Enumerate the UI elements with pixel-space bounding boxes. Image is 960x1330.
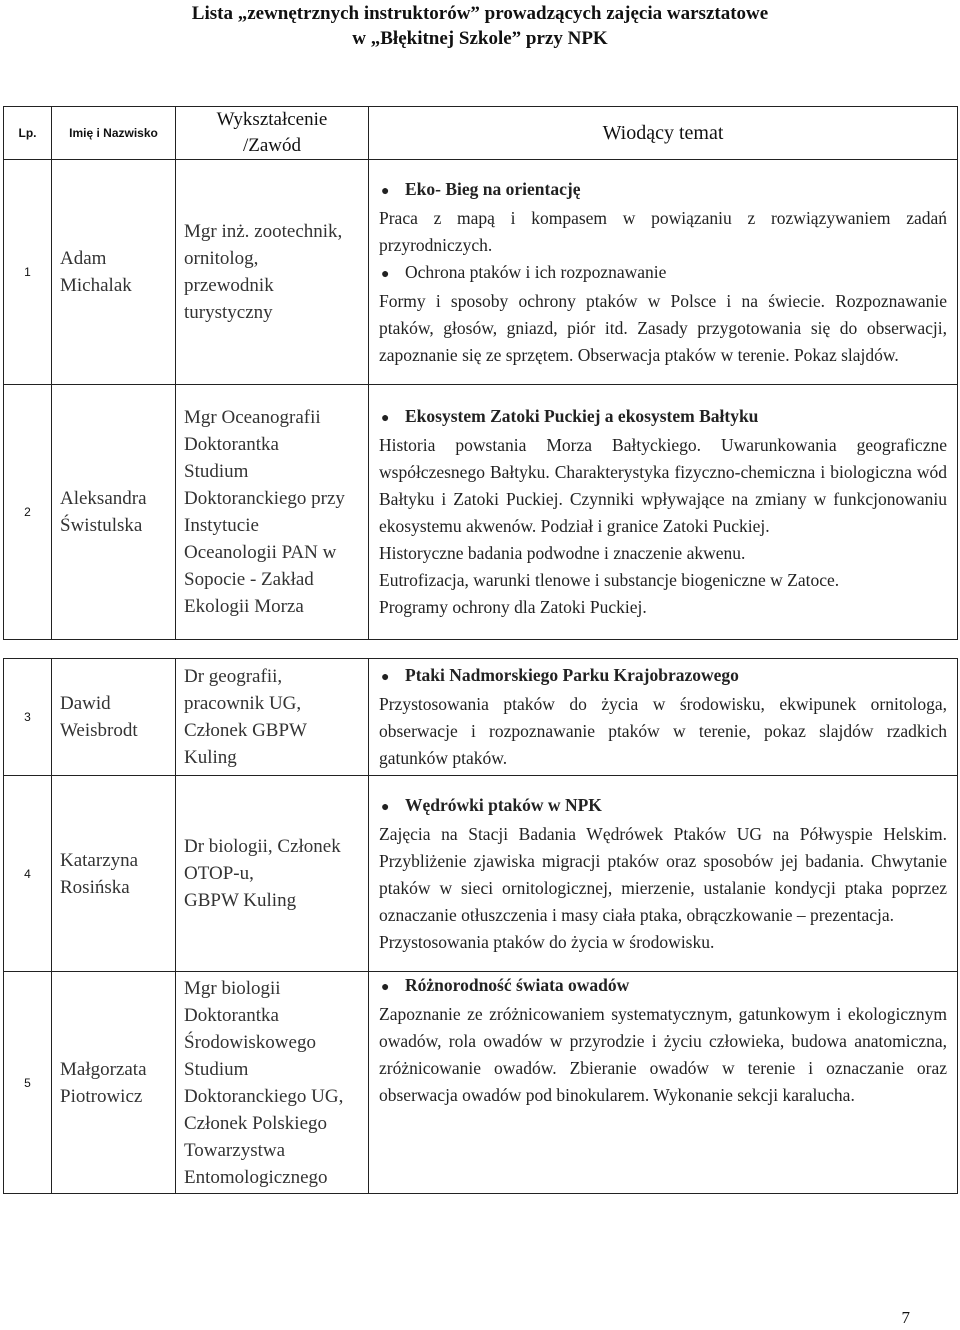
topic-title: Wędrówki ptaków w NPK (405, 794, 602, 815)
topic-text: Zajęcia na Stacji Badania Wędrówek Ptaków UG na Półwyspie Helskim. Przybliżenie zjawiska migracji ptaków oraz sposobów jej badania. Chwytanie ptaków w sieci ornitologicznej, mierzenie, ustalanie kondycji ptaka poprzez oznaczanie otłuszczenia i masy ciała ptaka, obrączkowanie – prezentacja. (379, 823, 947, 925)
topic-text: Programy ochrony dla Zatoki Puckiej. (379, 597, 647, 617)
edu-line: Doktoranckiego przy (184, 488, 345, 509)
name-first: Aleksandra (60, 488, 147, 509)
row-name (52, 776, 176, 972)
table-row (4, 659, 958, 776)
row-name (52, 160, 176, 385)
topic-text: Historyczne badania podwodne i znaczenie akwenu. (379, 543, 746, 563)
name-last: Rosińska (60, 876, 130, 898)
edu-line: pracownik UG, (184, 693, 302, 714)
title-line-1: Lista „zewnętrznych instruktorów” prowadzących zajęcia warsztatowe (191, 3, 769, 24)
topic-title: Ochrona ptaków i ich rozpoznawanie (405, 261, 667, 282)
topic-text: Historia powstania Morza Bałtyckiego. Uwarunkowania geograficzne współczesnego Bałtyku. Charakterystyka fizyczno-chemiczna i biologiczna wód Bałtyku i Zatoki Puckiej. Czynniki wpływające na zmiany w funkcjonowaniu ekosystemu akwenów. Podział i granice Zatoki Puckiej. (379, 435, 947, 536)
topic-title: Eko- Bieg na orientację (405, 178, 581, 199)
topic-title: Różnorodność świata owadów (405, 975, 630, 995)
edu-line: Kuling (184, 747, 237, 768)
edu-line: Oceanologii PAN w (184, 542, 337, 563)
edu-line: GBPW Kuling (184, 890, 297, 911)
document-title (0, 0, 960, 51)
edu-line: Doktoranckiego UG, (184, 1085, 344, 1107)
name-first: Dawid (60, 693, 111, 714)
table-row (4, 385, 958, 640)
edu-line: Studium (184, 1058, 249, 1080)
table-row (4, 972, 958, 1194)
row-topic (369, 659, 958, 776)
row-topic (369, 160, 958, 385)
edu-line: Mgr Oceanografii (184, 407, 321, 428)
topic-text: Zapoznanie ze zróżnicowaniem systematycznym, gatunkowym i ekologicznym owadów, rola owadów w przyrodzie i życiu człowieka, budowa anatomiczna, zróżnicowanie owadów. Zbieranie owadów w terenie i oznaczanie oraz obserwacja owadów pod binokularem. Wykonanie sekcji karalucha. (379, 1004, 947, 1105)
topic-text: Eutrofizacja, warunki tlenowe i substancje biogeniczne w Zatoce. (379, 570, 840, 590)
edu-line: turystyczny (184, 302, 273, 323)
row-name (52, 972, 176, 1194)
topic-item (379, 259, 947, 369)
bullet-icon: ● (381, 183, 390, 199)
row-education (176, 659, 369, 776)
header-education-line-1: Wykształcenie (216, 109, 328, 130)
table-header-row (4, 107, 958, 160)
edu-line: Instytucie (184, 515, 259, 536)
name-last: Piotrowicz (60, 1085, 143, 1107)
topic-item (379, 403, 947, 621)
edu-line: Mgr inż. zootechnik, (184, 221, 343, 242)
row-topic (369, 972, 958, 1194)
topic-item (379, 792, 947, 956)
instructors-table-part-1 (3, 106, 958, 640)
header-name: Imię i Nazwisko (52, 107, 176, 160)
page-number: 7 (901, 1308, 910, 1327)
topic-text: Formy i sposoby ochrony ptaków w Polsce i na świecie. Rozpoznawanie ptaków, głosów, gniazd, piór itd. Zasady przygotowania się do obserwacji, zapoznanie się ze sprzętem. Obserwacja ptaków w terenie. Pokaz slajdów. (379, 290, 947, 365)
edu-line: Sopocie - Zakład (184, 569, 314, 590)
edu-line: Ekologii Morza (184, 596, 304, 617)
edu-line: Towarzystwa (184, 1139, 286, 1161)
row-name (52, 659, 176, 776)
row-lp: 1 (4, 160, 52, 385)
row-topic (369, 776, 958, 972)
edu-line: Mgr biologii (184, 977, 281, 999)
topic-item (379, 176, 947, 259)
row-lp: 5 (4, 972, 52, 1194)
name-last: Weisbrodt (60, 720, 138, 741)
topic-text: Przystosowania ptaków do życia w środowisku. (379, 931, 715, 952)
bullet-icon: ● (381, 799, 390, 815)
edu-line: Członek Polskiego (184, 1112, 328, 1134)
edu-line: Doktorantka (184, 434, 279, 455)
row-lp: 4 (4, 776, 52, 972)
row-education (176, 385, 369, 640)
edu-line: Studium (184, 461, 249, 482)
header-education (176, 107, 369, 160)
row-name (52, 385, 176, 640)
topic-item (379, 972, 947, 1109)
edu-line: Członek GBPW (184, 720, 307, 741)
topic-text: Przystosowania ptaków do życia w środowisku, ekwipunek ornitologa, obserwacje i rozpoznawanie ptaków w terenie, pokaz slajdów rzadkich gatunków ptaków. (379, 694, 947, 768)
row-lp: 2 (4, 385, 52, 640)
name-first: Adam (60, 248, 107, 269)
row-education (176, 972, 369, 1194)
edu-line: OTOP-u, (184, 863, 254, 884)
table-row (4, 160, 958, 385)
table-row (4, 776, 958, 972)
topic-title: Ekosystem Zatoki Puckiej a ekosystem Bałtyku (405, 406, 759, 426)
header-topic: Wiodący temat (369, 107, 958, 160)
bullet-icon: ● (381, 411, 390, 426)
edu-line: Dr biologii, Członek (184, 836, 341, 857)
name-first: Małgorzata (60, 1058, 147, 1080)
bullet-icon: ● (381, 670, 390, 685)
title-line-2: w „Błękitnej Szkole” przy NPK (352, 28, 608, 49)
header-education-line-2: /Zawód (242, 135, 302, 156)
bullet-icon: ● (381, 980, 390, 995)
edu-line: Dr geografii, (184, 666, 283, 687)
bullet-icon: ● (381, 266, 390, 282)
topic-text: Praca z mapą i kompasem w powiązaniu z rozwiązywaniem zadań przyrodniczych. (379, 207, 947, 255)
topic-item (379, 662, 947, 772)
edu-line: Środowiskowego (184, 1031, 316, 1053)
instructors-table-part-2 (3, 658, 958, 1194)
edu-line: Doktorantka (184, 1004, 279, 1026)
edu-line: przewodnik (184, 275, 274, 296)
row-lp: 3 (4, 659, 52, 776)
edu-line: Entomologicznego (184, 1166, 328, 1188)
edu-line: ornitolog, (184, 248, 259, 269)
row-education (176, 776, 369, 972)
row-topic (369, 385, 958, 640)
topic-title: Ptaki Nadmorskiego Parku Krajobrazowego (405, 665, 739, 685)
header-lp: Lp. (4, 107, 52, 160)
name-first: Katarzyna (60, 849, 139, 871)
name-last: Michalak (60, 275, 132, 296)
row-education (176, 160, 369, 385)
name-last: Świstulska (60, 515, 143, 536)
